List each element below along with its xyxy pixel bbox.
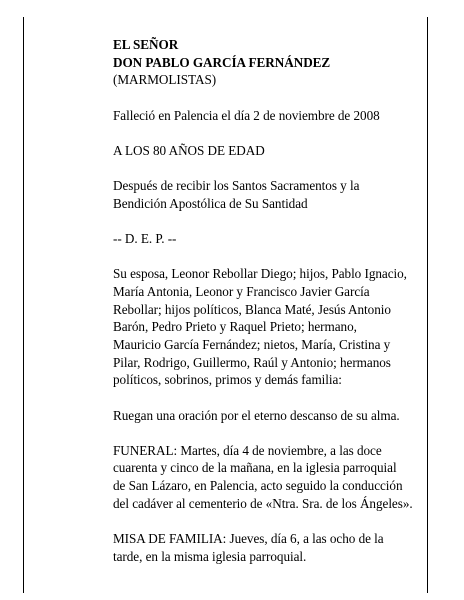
mass-line: tarde, en la misma iglesia parroquial. (113, 548, 307, 564)
deceased-name: DON PABLO GARCÍA FERNÁNDEZ (113, 54, 331, 70)
sacraments-line: Después de recibir los Santos Sacramentos y la (113, 178, 360, 194)
mass-line: MISA DE FAMILIA: Jueves, día 6, a las ocho de la (113, 531, 384, 547)
family-mass-paragraph (113, 530, 431, 565)
frame-left-border (23, 17, 24, 593)
funeral-paragraph (113, 442, 431, 513)
family-line: Mauricio García Fernández; nietos, María, Cristina y (113, 336, 391, 352)
rip-line: -- D. E. P. -- (113, 230, 177, 246)
funeral-line: FUNERAL: Martes, día 4 de noviembre, a las doce (113, 442, 382, 458)
family-line: Su esposa, Leonor Rebollar Diego; hijos, Pablo Ignacio, (113, 266, 407, 282)
funeral-line: cuarenta y cinco de la mañana, en la iglesia parroquial (113, 460, 397, 476)
funeral-line: del cadáver al cementerio de «Ntra. Sra. de los Ángeles». (113, 495, 413, 511)
family-line: Barón, Pedro Prieto y Raquel Prieto; hermano, (113, 319, 357, 335)
deceased-trade: (MARMOLISTAS) (113, 72, 217, 88)
prayer-request: Ruegan una oración por el eterno descanso de su alma. (113, 407, 400, 423)
obituary-notice (113, 36, 431, 565)
death-statement: Falleció en Palencia el día 2 de noviembre de 2008 (113, 107, 380, 123)
sacraments-line: Bendición Apostólica de Su Santidad (113, 195, 308, 211)
sacraments-paragraph (113, 177, 431, 212)
family-line: Pilar, Rodrigo, Guillermo, Raúl y Antonio; hermanos (113, 354, 391, 370)
funeral-line: de San Lázaro, en Palencia, acto seguido la conducción (113, 478, 403, 494)
notice-title: EL SEÑOR (113, 37, 179, 52)
age-statement: A LOS 80 AÑOS DE EDAD (113, 142, 265, 158)
family-line: políticos, sobrinos, primos y demás familia: (113, 372, 342, 388)
family-line: Rebollar; hijos políticos, Blanca Maté, Jesús Antonio (113, 301, 391, 317)
family-line: María Antonia, Leonor y Francisco Javier García (113, 283, 370, 299)
family-paragraph (113, 265, 431, 389)
